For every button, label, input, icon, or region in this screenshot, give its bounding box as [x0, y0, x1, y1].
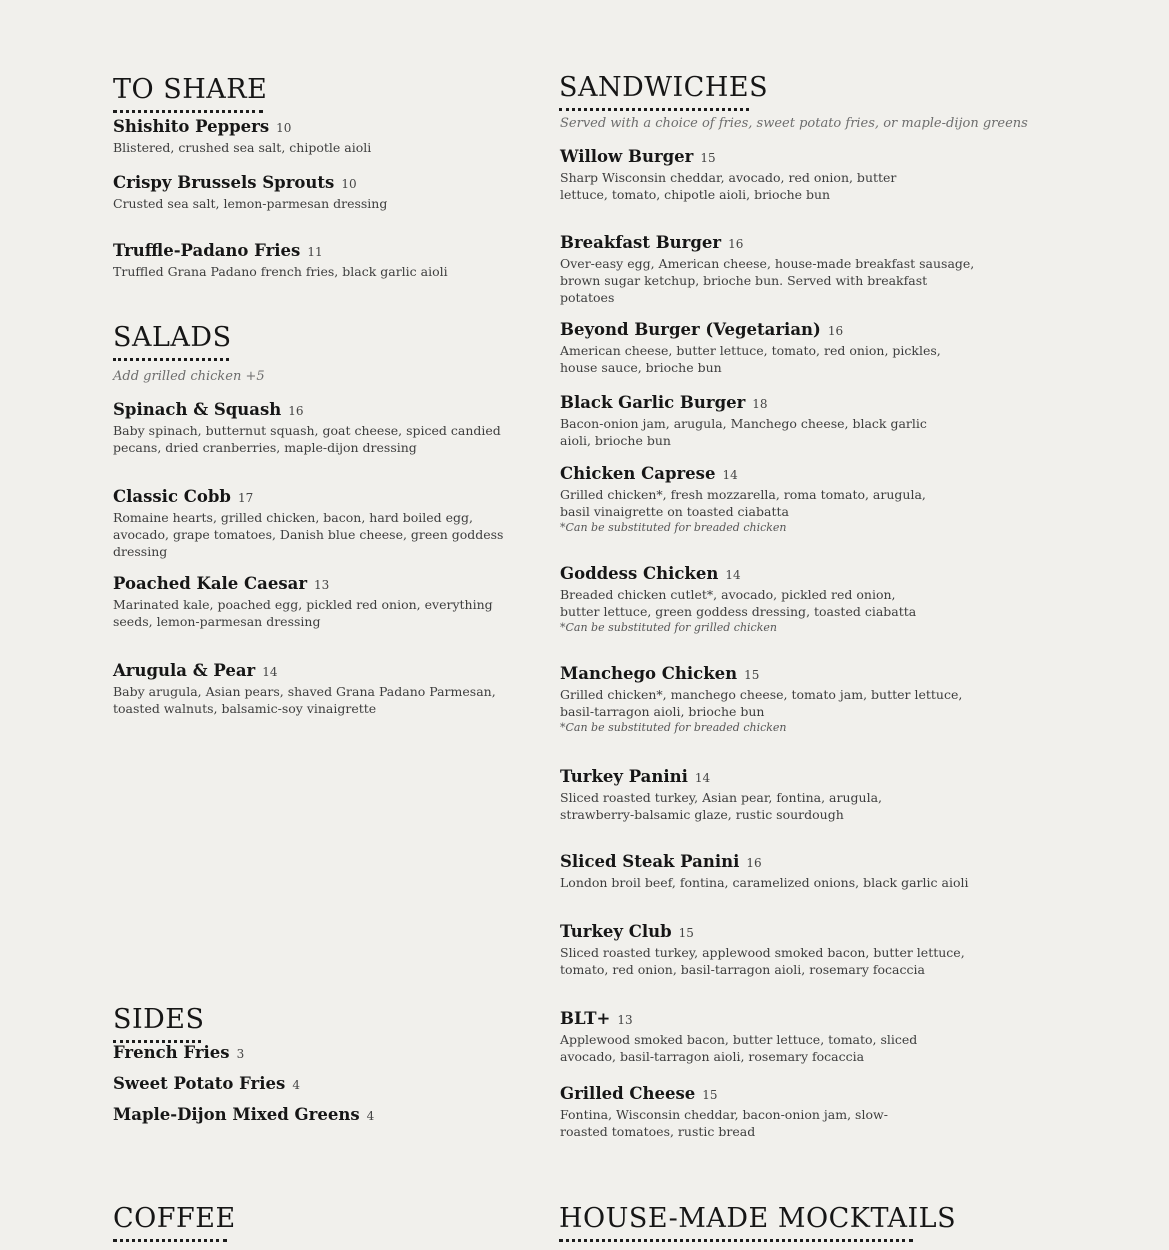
item-price: 4	[366, 1109, 375, 1123]
item-name: French Fries	[113, 1043, 230, 1062]
item-name: Beyond Burger (Vegetarian)	[560, 320, 821, 339]
item-description: Sliced roasted turkey, Asian pear, fontina, arugula, strawberry-balsamic glaze, rustic sourdough	[560, 790, 883, 822]
item-price: 14	[722, 468, 738, 482]
item-price: 16	[728, 237, 744, 251]
item-name: Crispy Brussels Sprouts	[113, 173, 335, 192]
substitution-note: *Can be substituted for grilled chicken	[560, 621, 777, 634]
menu-item	[560, 1009, 970, 1065]
substitution-note: *Can be substituted for breaded chicken	[560, 521, 787, 534]
item-price: 10	[276, 121, 292, 135]
item-description: Blistered, crushed sea salt, chipotle aioli	[113, 140, 372, 155]
item-name: Spinach & Squash	[113, 400, 282, 419]
menu-item	[560, 464, 950, 535]
item-name: Arugula & Pear	[113, 661, 256, 680]
salads-note: Add grilled chicken +5	[113, 369, 265, 384]
item-price: 3	[236, 1047, 245, 1061]
item-name: Black Garlic Burger	[560, 393, 746, 412]
item-description: Baby spinach, butternut squash, goat cheese, spiced candied pecans, dried cranberries, maple-dijon dressing	[113, 423, 501, 455]
item-description: Crusted sea salt, lemon-parmesan dressing	[113, 196, 388, 211]
menu-item	[113, 117, 523, 156]
menu-item	[560, 393, 950, 449]
item-price: 15	[702, 1088, 718, 1102]
menu-item	[113, 1105, 374, 1126]
item-price: 14	[694, 771, 711, 785]
item-price: 18	[752, 397, 768, 411]
item-description: London broil beef, fontina, caramelized onions, black garlic aioli	[560, 875, 969, 890]
item-name: Classic Cobb	[113, 487, 231, 506]
item-name: Goddess Chicken	[560, 564, 719, 583]
menu-item	[113, 400, 523, 456]
sides-heading: SIDES	[113, 1006, 201, 1043]
item-name: Sliced Steak Panini	[560, 852, 740, 871]
menu-item	[560, 852, 980, 891]
item-name: Willow Burger	[560, 147, 694, 166]
item-name: Breakfast Burger	[560, 233, 722, 252]
item-description: Grilled chicken*, fresh mozzarella, roma tomato, arugula, basil vinaigrette on toasted ciabatta	[560, 487, 926, 519]
item-description: Fontina, Wisconsin cheddar, bacon-onion jam, slow-roasted tomatoes, rustic bread	[560, 1107, 888, 1139]
item-price: 10	[341, 177, 357, 191]
item-price: 15	[700, 151, 716, 165]
menu-item	[113, 661, 523, 717]
item-description: American cheese, butter lettuce, tomato, red onion, pickles, house sauce, brioche bun	[560, 343, 941, 375]
salads-heading: SALADS	[113, 324, 229, 361]
menu-item	[560, 664, 980, 735]
menu-item	[113, 1074, 300, 1095]
sandwiches-heading: SANDWICHES	[559, 74, 749, 111]
mocktails-heading: HOUSE-MADE MOCKTAILS	[559, 1205, 913, 1242]
to-share-heading: TO SHARE	[113, 76, 263, 113]
menu-item	[113, 574, 523, 630]
item-price: 14	[262, 665, 278, 679]
item-description: Grilled chicken*, manchego cheese, tomato jam, butter lettuce, basil-tarragon aioli, brioche bun	[560, 687, 963, 719]
item-description: Sliced roasted turkey, applewood smoked bacon, butter lettuce, tomato, red onion, basil-tarragon aioli, rosemary focaccia	[560, 945, 965, 977]
item-description: Marinated kale, poached egg, pickled red onion, everything seeds, lemon-parmesan dressing	[113, 597, 493, 629]
item-name: Manchego Chicken	[560, 664, 738, 683]
menu-item	[113, 487, 523, 560]
item-description: Breaded chicken cutlet*, avocado, pickled red onion, butter lettuce, green goddess dressing, toasted ciabatta	[560, 587, 917, 619]
item-name: Turkey Club	[560, 922, 672, 941]
menu-item	[113, 173, 523, 212]
sandwiches-note: Served with a choice of fries, sweet potato fries, or maple-dijon greens	[560, 116, 1028, 131]
item-description: Over-easy egg, American cheese, house-made breakfast sausage, brown sugar ketchup, brioche bun. Served with breakfast potatoes	[560, 256, 975, 305]
menu-item	[560, 320, 980, 376]
item-name: Sweet Potato Fries	[113, 1074, 286, 1093]
menu-item	[560, 767, 955, 823]
item-description: Sharp Wisconsin cheddar, avocado, red onion, butter lettuce, tomato, chipotle aioli, brioche bun	[560, 170, 897, 202]
item-price: 13	[617, 1013, 633, 1027]
coffee-heading: COFFEE	[113, 1205, 227, 1242]
item-price: 15	[744, 668, 760, 682]
item-name: Maple-Dijon Mixed Greens	[113, 1105, 360, 1124]
item-name: Truffle-Padano Fries	[113, 241, 301, 260]
menu-item	[560, 1084, 900, 1140]
item-price: 11	[307, 245, 323, 259]
item-price: 15	[678, 926, 694, 940]
item-price: 16	[746, 856, 762, 870]
menu-item	[560, 922, 965, 978]
menu-item	[560, 564, 930, 635]
item-price: 4	[292, 1078, 300, 1092]
item-price: 17	[237, 491, 254, 505]
item-name: Poached Kale Caesar	[113, 574, 308, 593]
substitution-note: *Can be substituted for breaded chicken	[560, 721, 787, 734]
item-name: Chicken Caprese	[560, 464, 716, 483]
item-price: 14	[725, 568, 741, 582]
item-price: 16	[827, 324, 844, 338]
menu-item	[560, 147, 945, 203]
menu-item	[113, 241, 523, 280]
item-description: Romaine hearts, grilled chicken, bacon, hard boiled egg, avocado, grape tomatoes, Danish blue cheese, green goddess dressing	[113, 510, 504, 559]
item-name: Turkey Panini	[560, 767, 688, 786]
item-description: Truffled Grana Padano french fries, black garlic aioli	[113, 264, 448, 279]
menu-item	[560, 233, 980, 306]
item-description: Bacon-onion jam, arugula, Manchego cheese, black garlic aioli, brioche bun	[560, 416, 927, 448]
item-name: BLT+	[560, 1009, 611, 1028]
item-price: 13	[314, 578, 330, 592]
item-name: Grilled Cheese	[560, 1084, 696, 1103]
item-description: Baby arugula, Asian pears, shaved Grana Padano Parmesan, toasted walnuts, balsamic-soy vinaigrette	[113, 684, 496, 716]
item-name: Shishito Peppers	[113, 117, 270, 136]
item-price: 16	[288, 404, 304, 418]
item-description: Applewood smoked bacon, butter lettuce, tomato, sliced avocado, basil-tarragon aioli, rosemary focaccia	[560, 1032, 918, 1064]
menu-item	[113, 1043, 244, 1064]
